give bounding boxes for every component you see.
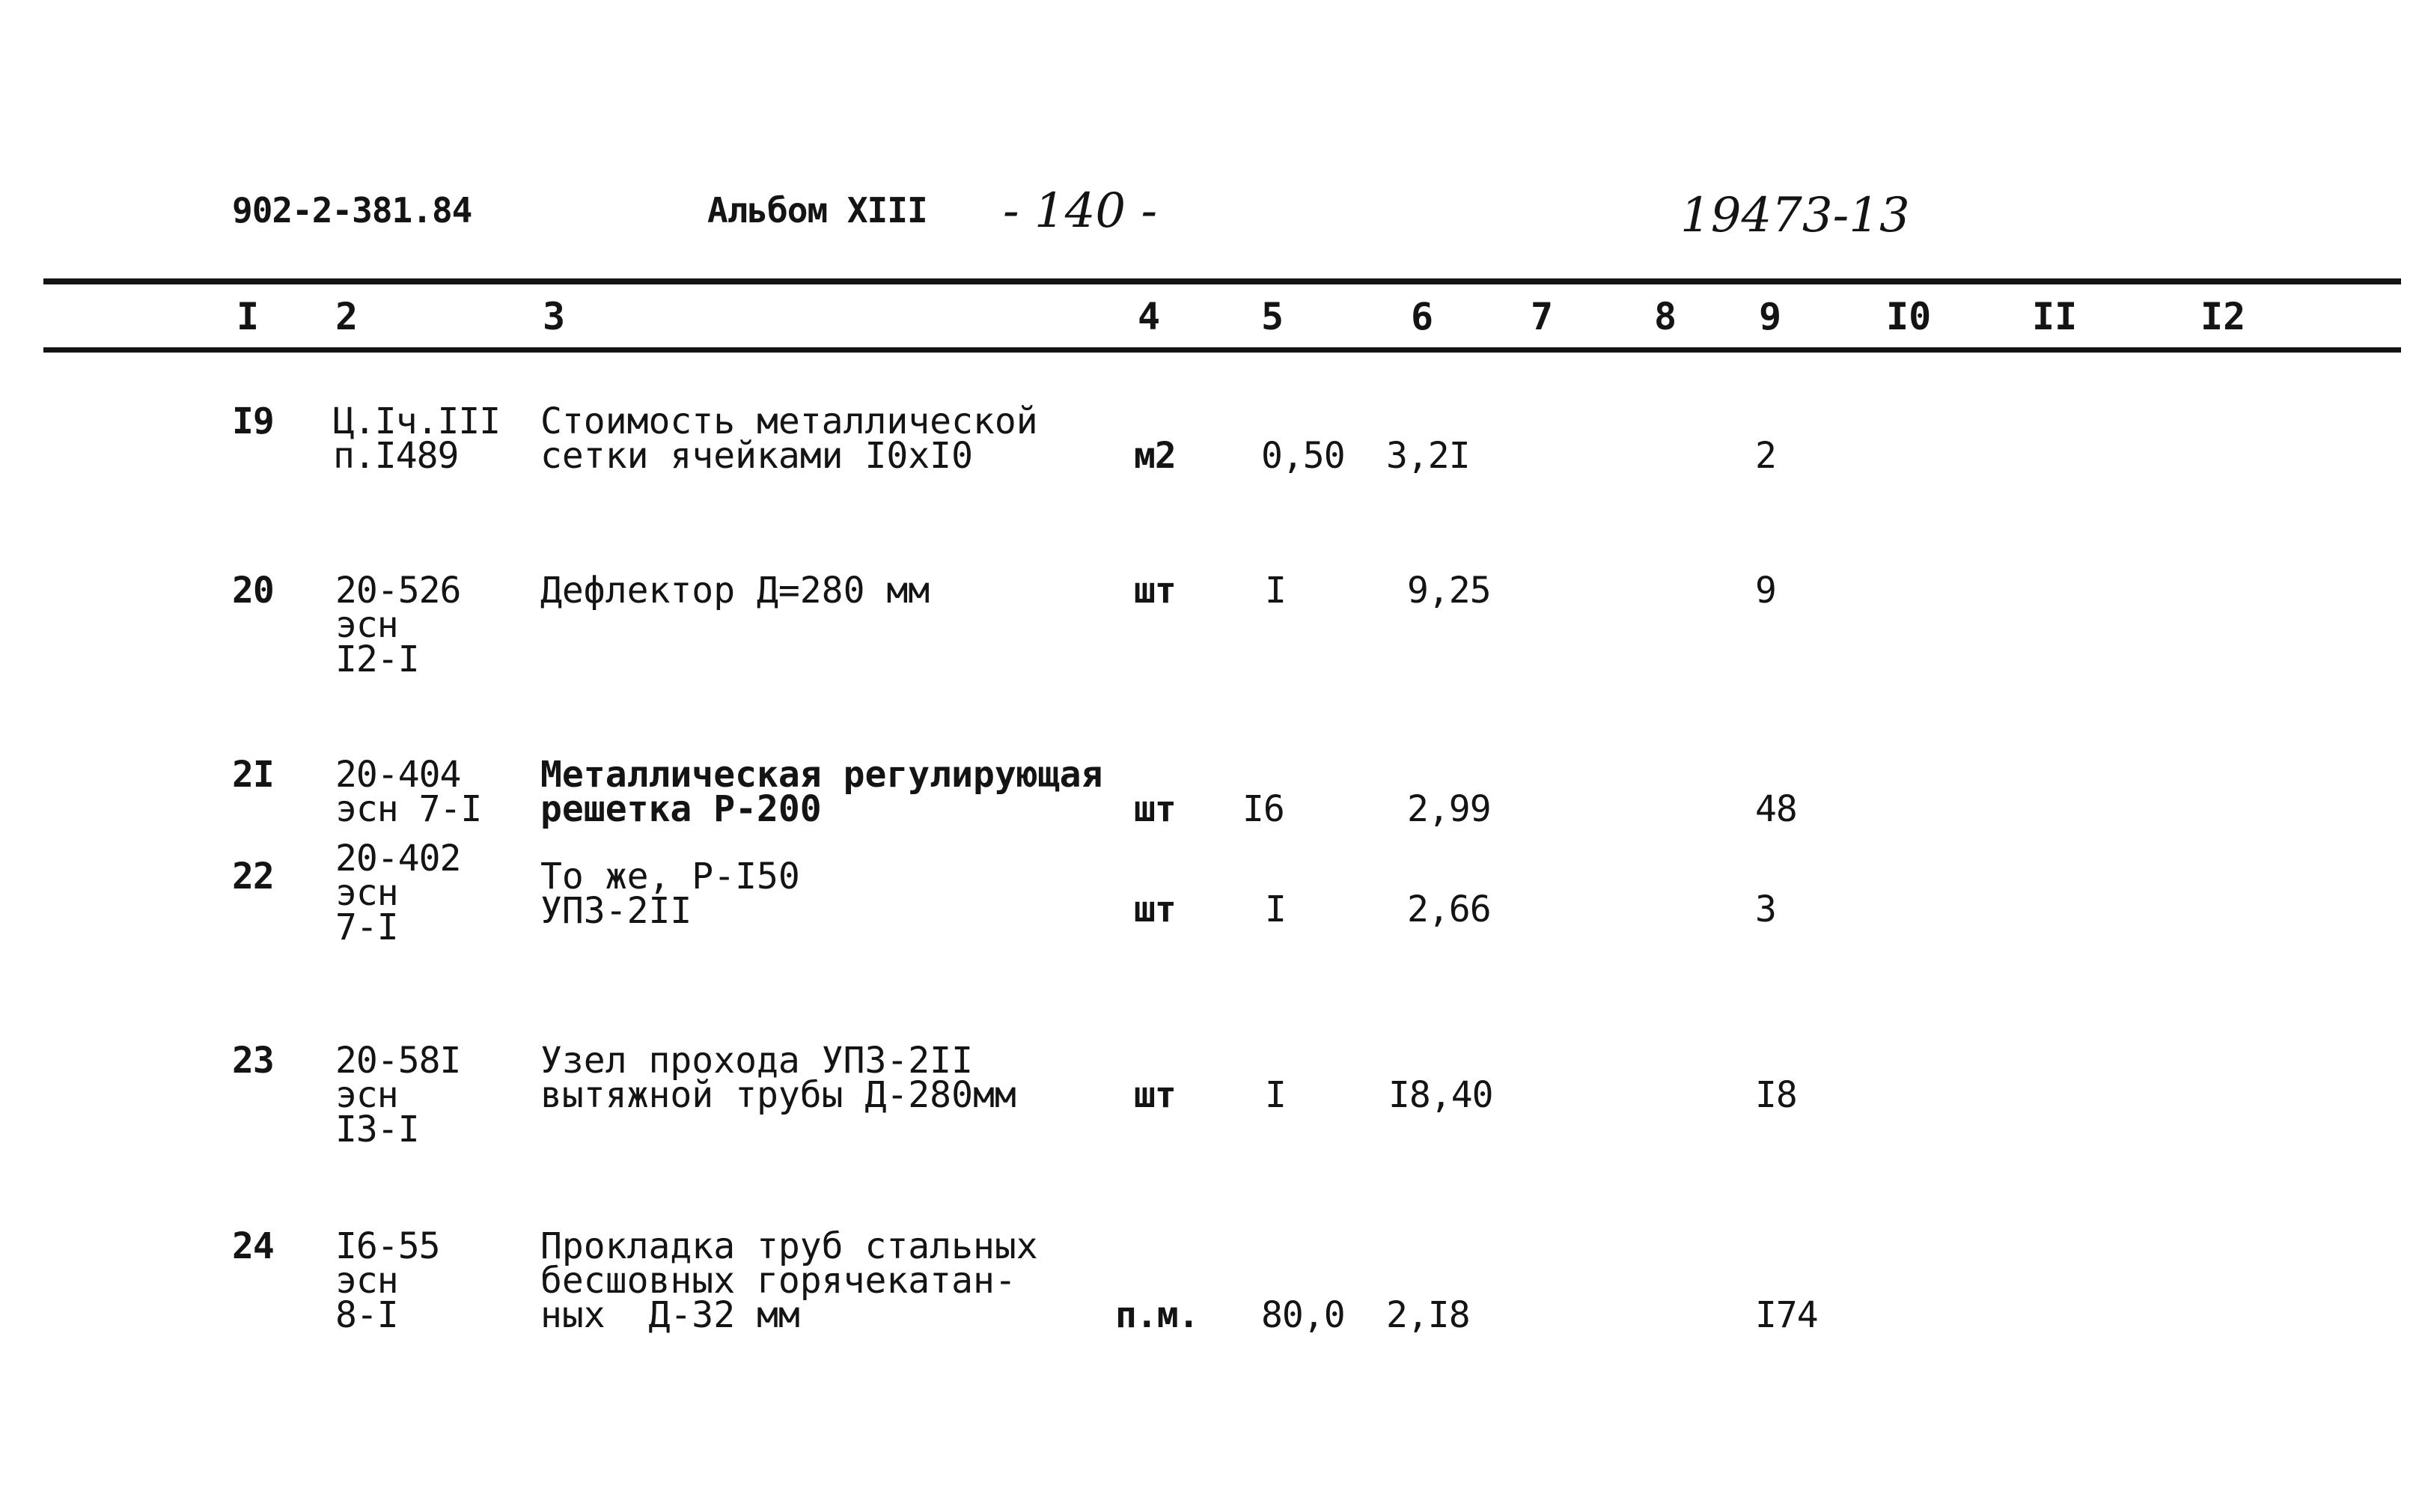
unit: шт xyxy=(1134,570,1176,612)
total-cost: 2 xyxy=(1755,435,1776,477)
work-name: Стоимость металлической сетки ячейками I0xI0 xyxy=(540,400,1038,477)
work-name: Металлическая регулирующая решетка Р-200 xyxy=(540,754,1103,830)
unit-price: I8,40 xyxy=(1388,1074,1493,1116)
quantity: I xyxy=(1265,888,1286,930)
work-name: Дефлектор Д=280 мм xyxy=(540,570,930,612)
row-number: I9 xyxy=(232,400,274,442)
column-header: I xyxy=(237,295,260,338)
unit-price: 2,99 xyxy=(1407,788,1491,830)
row-number: 24 xyxy=(232,1225,274,1267)
unit: шт xyxy=(1134,1074,1176,1116)
unit: м2 xyxy=(1134,435,1176,477)
norm-code: Ц.Iч.III п.I489 xyxy=(333,400,501,477)
doc-number: 19473-13 xyxy=(1680,188,1910,243)
column-header: I0 xyxy=(1886,295,1932,338)
album-label: Альбом XIII xyxy=(707,190,927,231)
quantity: 0,50 xyxy=(1261,435,1345,477)
total-cost: I8 xyxy=(1755,1074,1797,1116)
unit: п.м. xyxy=(1115,1294,1199,1336)
unit-price: 2,I8 xyxy=(1386,1294,1470,1336)
norm-code: 20-526 эсн I2-I xyxy=(335,570,461,680)
column-header: 6 xyxy=(1411,295,1434,338)
norm-code: 20-402 эсн 7-I xyxy=(335,838,461,948)
column-header: 5 xyxy=(1261,295,1284,338)
total-cost: I74 xyxy=(1755,1294,1818,1336)
norm-code: 20-58I эсн I3-I xyxy=(335,1040,461,1150)
unit: шт xyxy=(1134,888,1176,930)
quantity: I xyxy=(1265,570,1286,612)
column-header: II xyxy=(2032,295,2078,338)
quantity: 80,0 xyxy=(1261,1294,1345,1336)
work-name: То же, Р-I50 УПЗ-2II xyxy=(540,856,800,932)
document-code: 902-2-381.84 xyxy=(232,190,472,231)
work-name: Прокладка труб стальных бесшовных горячекатан- ных Д-32 мм xyxy=(540,1225,1038,1336)
work-name: Узел прохода УПЗ-2II вытяжной трубы Д-280мм xyxy=(540,1040,1016,1116)
column-header: 9 xyxy=(1759,295,1782,338)
norm-code: I6-55 эсн 8-I xyxy=(335,1225,440,1336)
column-header: I2 xyxy=(2200,295,2246,338)
unit: шт xyxy=(1134,788,1176,830)
quantity: I6 xyxy=(1242,788,1284,830)
column-header: 8 xyxy=(1654,295,1677,338)
row-number: 2I xyxy=(232,754,274,796)
unit-price: 3,2I xyxy=(1386,435,1470,477)
table-top-rule xyxy=(43,278,2401,284)
quantity: I xyxy=(1265,1074,1286,1116)
row-number: 23 xyxy=(232,1040,274,1082)
total-cost: 48 xyxy=(1755,788,1797,830)
total-cost: 9 xyxy=(1755,570,1776,612)
table-header-rule xyxy=(43,347,2401,353)
total-cost: 3 xyxy=(1755,888,1776,930)
page-number: - 140 - xyxy=(1003,183,1158,239)
row-number: 20 xyxy=(232,570,274,612)
unit-price: 9,25 xyxy=(1407,570,1491,612)
unit-price: 2,66 xyxy=(1407,888,1491,930)
column-header: 3 xyxy=(543,295,566,338)
row-number: 22 xyxy=(232,856,274,897)
column-header: 7 xyxy=(1531,295,1554,338)
column-header: 2 xyxy=(335,295,359,338)
column-header: 4 xyxy=(1138,295,1161,338)
norm-code: 20-404 эсн 7-I xyxy=(335,754,482,830)
